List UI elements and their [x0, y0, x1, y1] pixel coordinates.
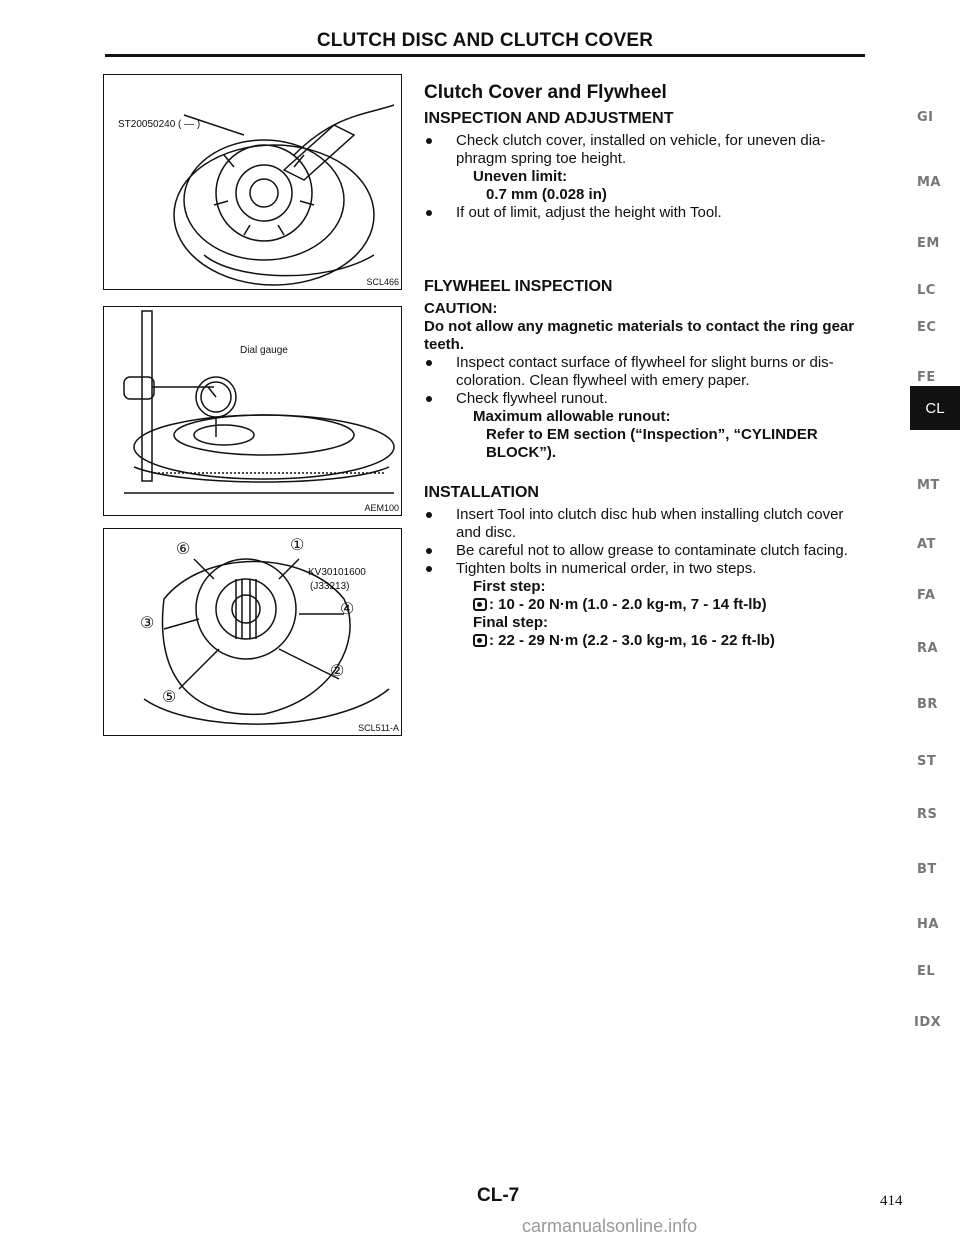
tool-number-callout: KV30101600 — [308, 567, 366, 578]
list-item: Insert Tool into clutch disc hub when installing clutch cover and disc. — [424, 506, 894, 542]
page-number: 414 — [880, 1193, 903, 1209]
watermark: carmanualsonline.info — [522, 1216, 698, 1236]
section-tab-el[interactable]: EL — [917, 964, 936, 979]
section-tab-fe[interactable]: FE — [917, 370, 936, 385]
spec-value: Refer to EM section (“Inspection”, “CYLINDER BLOCK”). — [486, 426, 818, 461]
spec-label: Uneven limit: — [473, 168, 568, 185]
list-item: Check flywheel runout. — [424, 390, 894, 408]
installation-heading: INSTALLATION — [424, 484, 539, 501]
tool-number-alt-callout: (J33213) — [310, 581, 350, 592]
step-label: Final step: — [473, 614, 549, 631]
list-item: Check clutch cover, installed on vehicle, for uneven dia- phragm spring toe height. — [424, 132, 894, 168]
page-code: CL-7 — [477, 1185, 520, 1206]
section-tab-lc[interactable]: LC — [917, 283, 936, 298]
caution-label: CAUTION: — [424, 300, 498, 317]
inspection-heading: INSPECTION AND ADJUSTMENT — [424, 110, 674, 127]
torque-spec: : 10 - 20 N·m (1.0 - 2.0 kg-m, 7 - 14 ft-lb) — [424, 596, 894, 614]
step-label: First step: — [473, 578, 546, 595]
torque-wrench-icon — [473, 598, 487, 611]
section-title: Clutch Cover and Flywheel — [424, 82, 667, 103]
bolt-callout-4: ④ — [340, 601, 355, 618]
section-tab-cl-active[interactable]: CL — [910, 386, 960, 430]
spec-label: Maximum allowable runout: — [473, 408, 671, 425]
text-column — [424, 84, 894, 650]
bolt-callout-3: ③ — [140, 615, 155, 632]
torque-spec: : 22 - 29 N·m (2.2 - 3.0 kg-m, 16 - 22 ft-lb) — [424, 632, 894, 650]
section-tab-ha[interactable]: HA — [917, 917, 939, 932]
header-rule — [105, 54, 865, 57]
flywheel-heading: FLYWHEEL INSPECTION — [424, 278, 613, 295]
section-tab-br[interactable]: BR — [917, 697, 938, 712]
bolt-callout-1: ① — [290, 537, 305, 554]
list-item: If out of limit, adjust the height with Tool. — [424, 204, 894, 222]
section-tab-gi[interactable]: GI — [917, 110, 934, 125]
section-tab-ra[interactable]: RA — [917, 641, 939, 656]
figure-clutch-cover-inspection — [103, 74, 402, 290]
page-title: CLUTCH DISC AND CLUTCH COVER — [316, 30, 654, 51]
caution-text: Do not allow any magnetic materials to contact the ring gear teeth. — [424, 318, 855, 353]
list-item: Tighten bolts in numerical order, in two steps. — [424, 560, 894, 578]
dial-gauge-callout: Dial gauge — [240, 345, 288, 356]
section-tab-fa[interactable]: FA — [917, 588, 936, 603]
bolt-callout-5: ⑤ — [162, 689, 177, 706]
section-tab-mt[interactable]: MT — [917, 478, 940, 493]
figure-code: AEM100 — [364, 503, 399, 513]
section-tab-bt[interactable]: BT — [917, 862, 937, 877]
list-item: Be careful not to allow grease to contaminate clutch facing. — [424, 542, 894, 560]
tool-callout: ST20050240 ( — ) — [118, 119, 201, 130]
clutch-cover-illustration — [104, 75, 401, 289]
section-tab-ma[interactable]: MA — [917, 175, 941, 190]
figure-code: SCL511-A — [358, 723, 399, 733]
figure-code: SCL466 — [366, 277, 399, 287]
bolt-callout-6: ⑥ — [176, 541, 191, 558]
torque-wrench-icon — [473, 634, 487, 647]
spec-value: 0.7 mm (0.028 in) — [486, 186, 607, 203]
bolt-callout-2: ② — [330, 663, 345, 680]
section-tab-st[interactable]: ST — [917, 754, 937, 769]
section-tab-idx[interactable]: IDX — [914, 1015, 942, 1030]
section-tab-ec[interactable]: EC — [917, 320, 937, 335]
figure-flywheel-runout — [103, 306, 402, 516]
figure-bolt-tightening-order — [103, 528, 402, 736]
section-tab-rs[interactable]: RS — [917, 807, 938, 822]
list-item: Inspect contact surface of flywheel for slight burns or dis- coloration. Clean flywheel with emery paper. — [424, 354, 894, 390]
dial-gauge-illustration — [104, 307, 401, 515]
section-tab-at[interactable]: AT — [917, 537, 936, 552]
section-tab-em[interactable]: EM — [917, 236, 940, 251]
